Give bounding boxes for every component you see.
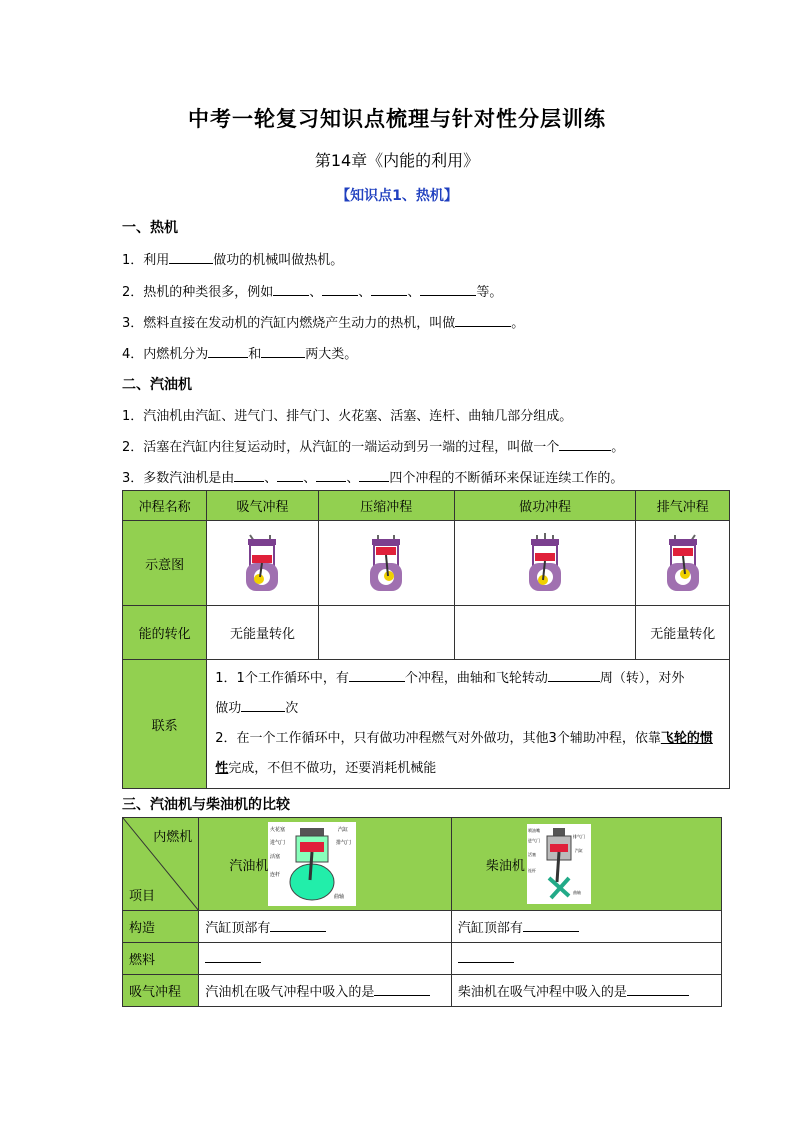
svg-text:汽缸: 汽缸 — [574, 848, 583, 853]
header-stroke-name: 冲程名称 — [123, 491, 207, 521]
corner-bottom-label: 项目 — [129, 889, 156, 904]
comparison-row-intake — [123, 975, 722, 1007]
link-content: 1．1个工作循环中，有 个冲程，曲轴和飞轮转动 周（转），对外 做功 次 2．在一个工作循环中，只有做功冲程燃气对外做功，其他3个辅助冲程，依靠飞轮的惯性完成，不但不做功，还要消耗机械能 — [207, 660, 730, 789]
comparison-table — [122, 817, 722, 1007]
stroke-table-header-row — [123, 491, 730, 521]
sec1-line2: 2．热机的种类很多，例如 、 、 、 等。 — [122, 285, 503, 300]
diesel-engine-diagram — [527, 824, 591, 904]
svg-text:活塞: 活塞 — [270, 854, 281, 860]
section-heading-heat-engine: 一、热机 — [122, 220, 178, 236]
corner-top-label: 内燃机 — [153, 830, 193, 845]
header-compression: 压缩冲程 — [318, 491, 454, 521]
svg-text:曲轴: 曲轴 — [572, 890, 581, 895]
section-heading-comparison: 三、汽油机与柴油机的比较 — [122, 797, 290, 813]
diesel-fuel — [451, 943, 721, 975]
diesel-header — [451, 818, 721, 911]
svg-text:汽缸: 汽缸 — [338, 827, 349, 833]
row-label-energy: 能的转化 — [123, 606, 207, 660]
row-label-fuel: 燃料 — [123, 943, 199, 975]
chapter-subtitle: 第14章《内能的利用》 — [314, 151, 480, 170]
row-label-link: 联系 — [123, 660, 207, 789]
row-label-diagram: 示意图 — [123, 521, 207, 606]
row-label-structure: 构造 — [123, 911, 199, 943]
header-power: 做功冲程 — [454, 491, 636, 521]
svg-text:喷油嘴: 喷油嘴 — [527, 828, 540, 833]
gasoline-engine-diagram — [268, 822, 356, 906]
corner-cell — [123, 818, 199, 911]
svg-text:进气门: 进气门 — [527, 838, 540, 843]
sec1-line1: 1．利用 做功的机械叫做热机。 — [122, 253, 344, 268]
stroke-table-link-row — [123, 660, 730, 789]
gas-intake: 汽油机在吸气冲程中吸入的是 — [199, 975, 452, 1007]
diesel-structure: 汽缸顶部有 — [451, 911, 721, 943]
energy-exhaust: 无能量转化 — [636, 606, 730, 660]
sec1-line4: 4．内燃机分为 和 两大类。 — [122, 347, 358, 362]
stroke-table-energy-row — [123, 606, 730, 660]
stroke-table — [122, 490, 730, 789]
svg-text:排气门: 排气门 — [336, 840, 352, 846]
energy-power — [454, 606, 636, 660]
diesel-intake: 柴油机在吸气冲程中吸入的是 — [451, 975, 721, 1007]
comparison-header-row — [123, 818, 722, 911]
svg-text:曲轴: 曲轴 — [334, 894, 345, 900]
gasoline-label: 汽油机 — [229, 858, 269, 874]
stroke-table-diagram-row — [123, 521, 730, 606]
sec2-line2: 2．活塞在汽缸内往复运动时，从汽缸的一端运动到另一端的过程，叫做一个 。 — [122, 440, 625, 455]
energy-intake: 无能量转化 — [207, 606, 318, 660]
sec1-line3: 3．燃料直接在发动机的汽缸内燃烧产生动力的热机，叫做 。 — [122, 316, 525, 331]
header-intake: 吸气冲程 — [207, 491, 318, 521]
compression-stroke-diagram — [318, 521, 454, 606]
svg-text:连杆: 连杆 — [527, 868, 536, 873]
energy-compression — [318, 606, 454, 660]
svg-text:进气门: 进气门 — [270, 840, 286, 846]
sec2-line3: 3．多数汽油机是由 、 、 、 四个冲程的不断循环来保证连续工作的。 — [122, 471, 624, 486]
gas-fuel — [199, 943, 452, 975]
svg-text:排气门: 排气门 — [572, 834, 585, 839]
flywheel-inertia-answer: 飞轮的惯性 — [215, 731, 713, 776]
knowledge-point-heading: 【知识点1、热机】 — [336, 188, 458, 204]
power-stroke-diagram — [454, 521, 636, 606]
svg-text:活塞: 活塞 — [527, 852, 536, 857]
page-title: 中考一轮复习知识点梳理与针对性分层训练 — [188, 106, 606, 131]
exhaust-stroke-diagram — [636, 521, 730, 606]
row-label-intake: 吸气冲程 — [123, 975, 199, 1007]
section-heading-gasoline-engine: 二、汽油机 — [122, 377, 192, 393]
svg-text:连杆: 连杆 — [270, 872, 281, 878]
comparison-row-structure — [123, 911, 722, 943]
header-exhaust: 排气冲程 — [636, 491, 730, 521]
sec2-line1: 1．汽油机由汽缸、进气门、排气门、火花塞、活塞、连杆、曲轴几部分组成。 — [122, 409, 573, 424]
comparison-row-fuel — [123, 943, 722, 975]
svg-text:火花塞: 火花塞 — [270, 827, 286, 833]
gas-structure: 汽缸顶部有 — [199, 911, 452, 943]
intake-stroke-diagram — [207, 521, 318, 606]
diesel-label: 柴油机 — [485, 858, 525, 874]
gasoline-header — [199, 818, 452, 911]
